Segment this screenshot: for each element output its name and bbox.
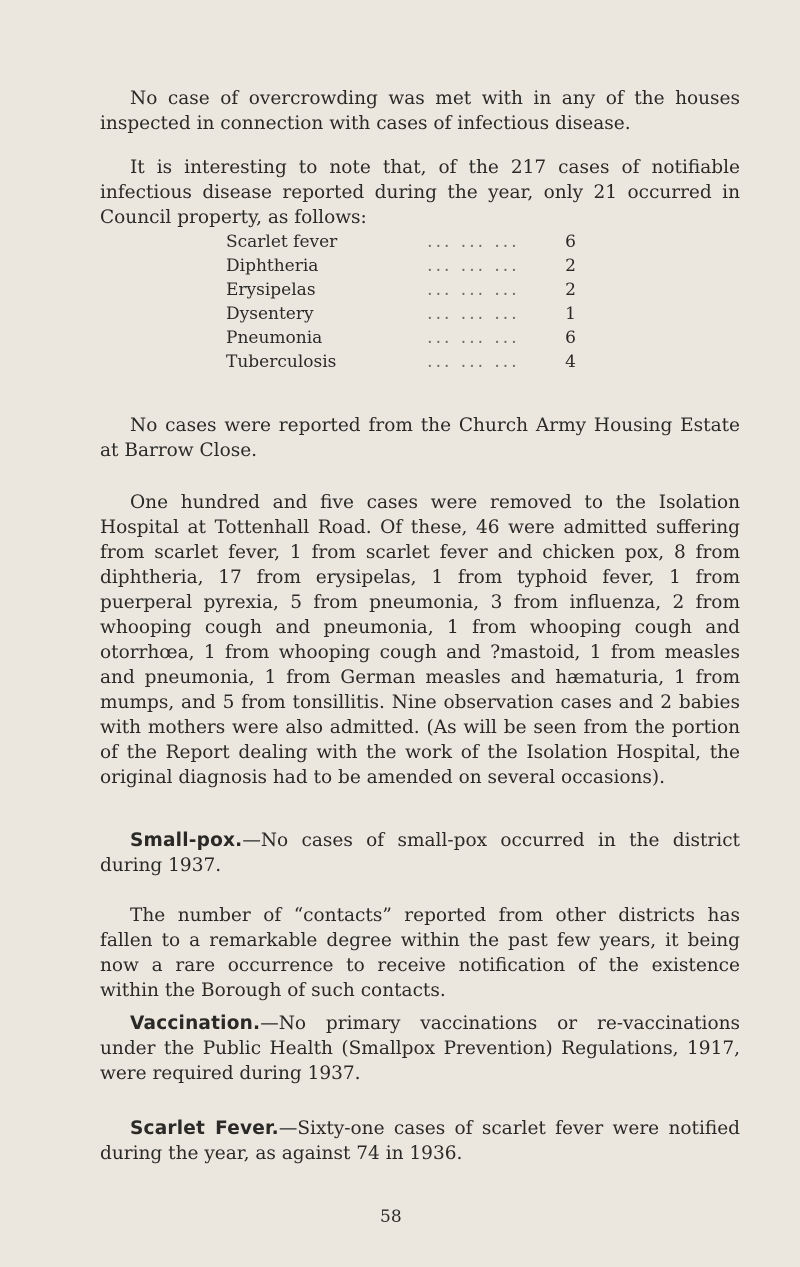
disease-name: Pneumonia [226,328,323,348]
disease-name: Diphtheria [226,256,319,276]
small-pox-heading: Small-pox. [130,830,243,851]
case-count: 1 [565,304,576,324]
vaccination-heading: Vaccination. [130,1013,261,1034]
paragraph-contacts: The number of “contacts” reported from other districts has fallen to a remarkable degree within the past few years, it being now a rare occurrence to receive notification of the existence within the Borough of such contacts. [100,905,740,1001]
case-count: 6 [565,328,576,348]
table-row [226,326,576,350]
leader-dots: ... ... ... [427,232,520,252]
case-count: 6 [565,232,576,252]
paragraph-church-army: No cases were reported from the Church Army Housing Estate at Barrow Close. [100,415,740,461]
table-row [226,230,576,254]
section-small-pox [100,828,740,878]
leader-dots: ... ... ... [427,328,520,348]
leader-dots: ... ... ... [427,304,520,324]
paragraph-overcrowding: No case of overcrowding was met with in any of the houses inspected in connection with cases of infectious disease. [100,88,740,134]
case-count: 4 [565,352,576,372]
council-cases-table [226,230,576,374]
disease-name: Scarlet fever [226,232,338,252]
paragraph-isolation-hospital: One hundred and five cases were removed to the Isolation Hospital at Tottenhall Road. Of these, 46 were admitted suffering from scarlet fever, 1 from scarlet fever and chicken pox, 8 from diphtheria, 17 from erysipelas, 1 from typhoid fever, 1 from puerperal pyrexia, 5 from pneumonia, 3 from influenza, 2 from whooping cough and pneumonia, 1 from whooping cough and otorrhœa, 1 from whooping cough and ?mastoid, 1 from measles and pneumonia, 1 from German measles and hæmaturia, 1 from mumps, and 5 from tonsillitis. Nine observation cases and 2 babies with mothers were also admitted. (As will be seen from the portion of the Report dealing with the work of the Isolation Hospital, the original diagnosis had to be amended on several occasions). [100,492,740,788]
scarlet-fever-heading: Scarlet Fever. [130,1118,279,1139]
disease-name: Tuberculosis [226,352,337,372]
scarlet-fever-text: —Sixty-one cases of scarlet fever were notified during the year, as against 74 in 1936. [100,1118,740,1164]
leader-dots: ... ... ... [427,352,520,372]
section-scarlet-fever [100,1116,740,1166]
leader-dots: ... ... ... [427,256,520,276]
table-row [226,350,576,374]
small-pox-text: —No cases of small-pox occurred in the district during 1937. [100,830,740,876]
disease-name: Erysipelas [226,280,316,300]
table-row [226,278,576,302]
case-count: 2 [565,256,576,276]
paragraph-council-property: It is interesting to note that, of the 217 cases of notifiable infectious disease reported during the year, only 21 occurred in Council property, as follows: [100,157,740,228]
table-row [226,302,576,326]
leader-dots: ... ... ... [427,280,520,300]
table-row [226,254,576,278]
section-vaccination [100,1011,740,1086]
vaccination-text: —No primary vaccinations or re-vaccinations under the Public Health (Smallpox Prevention) Regulations, 1917, were required during 1937. [100,1013,740,1084]
page-number: 58 [380,1207,402,1227]
case-count: 2 [565,280,576,300]
disease-name: Dysentery [226,304,314,324]
